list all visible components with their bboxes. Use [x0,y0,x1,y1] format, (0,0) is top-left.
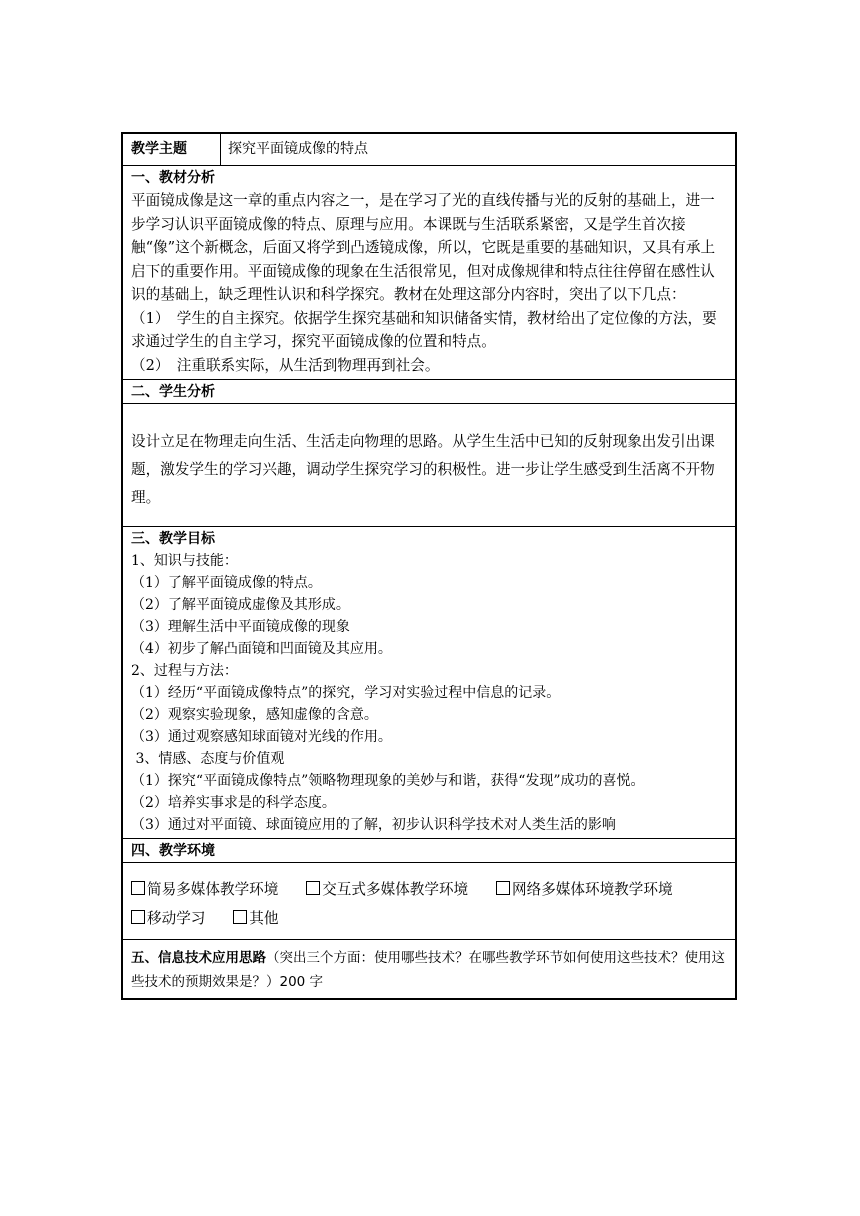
goal-line: （1）探究“平面镜成像特点”领略物理现象的美妙与和谐，获得“发现”成功的喜悦。 [131,773,645,789]
environment-options [123,862,735,939]
goal-line: （2）培养实事求是的科学态度。 [131,795,336,811]
lesson-plan-table [121,132,737,1000]
textbook-point-1: （1） 学生的自主探究。依据学生探究基础和知识储备实情，教材给出了定位像的方法，要求通过学生的自主学习，探究平面镜成像的位置和特点。 [131,309,717,350]
goal-line: 2、过程与方法： [131,663,238,679]
checkbox-icon[interactable] [131,910,145,924]
goal-line: （1）了解平面镜成像的特点。 [131,575,322,591]
section-title-goals: 三、教学目标 [123,526,735,550]
student-analysis-text: 设计立足在物理走向生活、生活走向物理的思路。从学生生活中已知的反射现象出发引出课题，激发学生的学习兴趣，调动学生探究学习的积极性。进一步让学生感受到生活离不开物理。 [123,403,735,526]
goal-line: （3）通过观察感知球面镜对光线的作用。 [131,729,392,745]
it-application-note: （突出三个方面：使用哪些技术？在哪些教学环节如何使用这些技术？使用这些技术的预期效果是？）200 字 [131,950,725,990]
goal-line: 3、情感、态度与价值观 [131,751,285,767]
textbook-point-2: （2） 注重联系实际，从生活到物理再到社会。 [131,356,440,374]
goal-line: （2）观察实验现象，感知虚像的含意。 [131,707,378,723]
topic-value: 探究平面镜成像的特点 [228,141,368,157]
topic-row [123,134,735,165]
teaching-goals [123,550,735,838]
checkbox-icon[interactable] [131,881,145,895]
section-title-environment: 四、教学环境 [123,838,735,862]
textbook-paragraph: 平面镜成像是这一章的重点内容之一，是在学习了光的直线传播与光的反射的基础上，进一步学习认识平面镜成像的特点、原理与应用。本课既与生活联系紧密，又是学生首次接触“像”这个新概念，后面又将学到凸透镜成像，所以，它既是重要的基础知识，又具有承上启下的重要作用。平面镜成像的现象在生活很常见，但对成像规律和特点往往停留在感性认识的基础上，缺乏理性认识和科学探究。教材在处理这部分内容时，突出了以下几点： [131,192,716,303]
checkbox-icon[interactable] [233,910,247,924]
option-other[interactable]: 其他 [233,904,278,933]
option-network-multimedia[interactable]: 网络多媒体环境教学环境 [496,875,673,904]
goal-line: （3）理解生活中平面镜成像的现象 [131,619,350,635]
section-title-students: 二、学生分析 [123,379,735,403]
option-mobile-learning[interactable]: 移动学习 [131,904,205,933]
it-application-section [123,939,735,998]
goal-line: （4）初步了解凸面镜和凹面镜及其应用。 [131,641,392,657]
section-title-textbook: 一、教材分析 [123,165,735,189]
topic-label: 教学主题 [123,134,221,165]
section-title-it: 五、信息技术应用思路 [131,950,266,966]
goal-line: （1）经历“平面镜成像特点”的探究，学习对实验过程中信息的记录。 [131,685,561,701]
option-simple-multimedia[interactable]: 简易多媒体教学环境 [131,875,278,904]
option-interactive-multimedia[interactable]: 交互式多媒体教学环境 [306,875,468,904]
checkbox-icon[interactable] [306,881,320,895]
checkbox-icon[interactable] [496,881,510,895]
goal-line: （3）通过对平面镜、球面镜应用的了解，初步认识科学技术对人类生活的影响 [131,817,616,833]
textbook-analysis [123,189,735,379]
goal-line: （2）了解平面镜成虚像及其形成。 [131,597,350,613]
goal-line: 1、知识与技能： [131,553,238,569]
